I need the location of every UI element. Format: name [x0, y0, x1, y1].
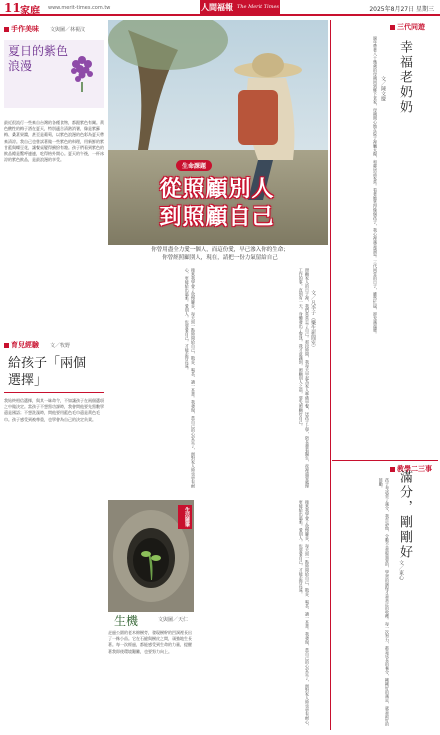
site-url[interactable]: www.merit-times.com.tw [48, 5, 111, 11]
hero-subtitle: 你曾用盡全力愛一個人，而這份愛，早已滲入你的生命； 你曾經照顧別人，現在，請把一份力氣留給自己 [151, 247, 289, 261]
label-square-icon [390, 25, 395, 30]
label-square-icon [4, 343, 9, 348]
main-article-body-b: 後來我學會了放慢腳步，每天留一點時間給自己，散步、喝茶、讀一本書。我發現，當自己的心安定了，面對家人時也更有耐心，更能給出溫柔。愛別人，也要愛自己，才能走得長遠。 [184, 268, 196, 488]
article-body: 最近很流行一些來自台灣的各種食物，都跟紫色有關。黃色酸性的梅子酒在夏天，特別適合清熱消暑，像是紫蘇梅、桑葚果醬，甚至是葡萄，以紫色浪漫的色彩為夏天帶來清涼。我自己也嘗試著做一些紫色的料理，用新鮮的紫甘藍與蝶豆花，讓餐桌變得繽紛有趣。孩子們看到紫色的飲品總是驚呼連連，吃得格外開心。夏天的午後，一杯冰涼的紫色飲品，是最浪漫的享受。 [4, 120, 104, 163]
essay-body: 走過公園的老木棉樹旁，發現樹幹的凹洞裡長出了一株小苗。它在石縫與樹皮之間，頑強地生長著。每一次經過，都能感受到生命的力量，提醒著我即使環境艱難，也要努力向上。 [108, 630, 192, 654]
newspaper-logo [200, 0, 280, 14]
essay-tag: 生活隨筆 [178, 505, 192, 529]
essay-author: 文與圖／天仁 [158, 617, 189, 623]
hero-tag: 生命課題 [176, 160, 212, 171]
main-article-author: 文／凡李子（樂生新聞室） [310, 290, 316, 350]
column-label-family: 三代同遊 [390, 22, 425, 32]
article-body: 過年帶著八十幾歲的母親回到鄉下老家，母親開心地在院子裡曬太陽，和鄰居話家常。看著她笑得像個孩子，我心裡滿是感恩。三代同堂的日子，雖然忙碌，卻充滿溫暖。 [373, 36, 378, 336]
article-body: 孩子考試拿了滿分，我告訴他，分數不是最重要的，學習的過程才是真正的收穫。每一次努力，都是成長的養分，剛剛好的滿足，就是最好的鼓勵。 [378, 478, 390, 726]
article-title[interactable]: 幸福老奶奶 [397, 40, 412, 115]
article-body: 我始終相信選擇，與其一昧命令，不如讓孩子在兩個選項之中做決定。當孩子不想寫功課時，我會問他要先寫數學還是國語；不想洗澡時，問他要用藍色毛巾還是黃色毛巾。孩子感受到被尊重，也學會為自己的決定負責。 [4, 398, 104, 422]
page-number: 11 [4, 1, 21, 15]
article-author: 文／牧野 [50, 343, 71, 349]
hero-title-line2[interactable]: 到照顧自己 [159, 205, 275, 230]
article-title[interactable]: 滿分，剛剛好 [397, 470, 412, 560]
main-article-body-c: 後來我學會了放慢腳步，每天留一點時間給自己，散步、喝茶、讀一本書。我發現，當自己的心安定了，面對家人時也更有耐心，更能給出溫柔。愛別人，也要愛自己，才能走得長遠。 [298, 500, 310, 728]
article-title[interactable]: 給孩子「兩個選擇」 [8, 356, 87, 388]
column-label-parenting: 育兒經驗 [4, 340, 39, 350]
column-divider [330, 20, 331, 730]
essay-title[interactable]: 生機 [114, 614, 139, 628]
article-author: 文／陳文慶 [380, 76, 386, 101]
section-name: 家庭 [20, 6, 40, 17]
main-article-body-a: 照顧家人的日子裡，我們常常忘了自己。那段時間，我每天早起為家人準備早餐，送孩子上學，陪長輩看醫生，夜裡還要處理工作的事。直到有一天，身體發出了警訊，我才意識到，照顧別人之前，要先照顧好自己。 [298, 268, 310, 488]
article-author: 文／東心 [398, 560, 404, 580]
divider [4, 392, 104, 393]
label-square-icon [4, 27, 9, 32]
column-label-cooking: 手作美味 [4, 24, 39, 34]
logo-text: 人間福報 [201, 1, 233, 12]
page-header [0, 0, 440, 16]
article-author: 文與圖／林視汶 [50, 27, 86, 33]
column-label-teaching: 教學二三事 [390, 464, 432, 474]
hero-title-line1[interactable]: 從照顧別人 [159, 177, 275, 202]
section-divider [332, 460, 438, 461]
issue-date: 2025年8月27日 星期三 [369, 6, 434, 13]
logo-english: The Merit Times [237, 4, 279, 10]
purple-flower-illustration [64, 52, 100, 92]
article-title[interactable]: 夏日的紫色浪漫 [8, 44, 69, 73]
